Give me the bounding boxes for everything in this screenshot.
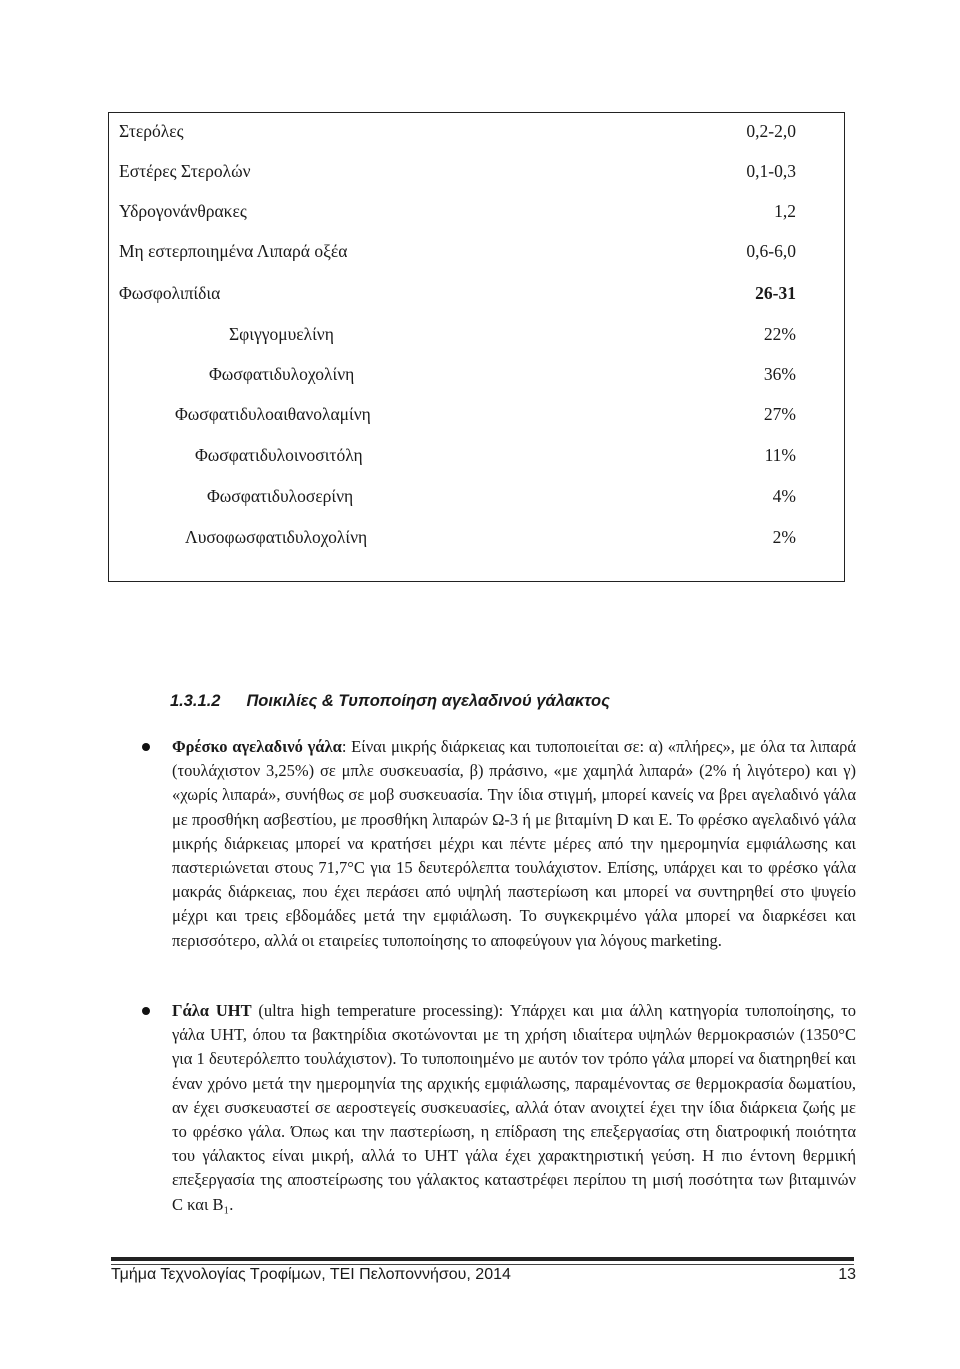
- table-row: [109, 275, 844, 315]
- bullet-term: Γάλα UHT: [172, 1001, 252, 1020]
- row-value: 11%: [764, 445, 796, 465]
- row-label: Στερόλες: [119, 121, 184, 141]
- table-row: [109, 193, 844, 233]
- section-title: Ποικιλίες & Τυποποίηση αγελαδινού γάλακτος: [246, 692, 610, 710]
- row-label: Μη εστερποιημένα Λιπαρά οξέα: [119, 241, 348, 261]
- row-value: 27%: [763, 404, 796, 424]
- table-row: [109, 396, 844, 436]
- row-label: Φωσφολιπίδια: [119, 283, 221, 303]
- table-row: [109, 356, 844, 396]
- row-label: Φωσφατιδυλοσερίνη: [207, 486, 354, 506]
- table-row: [109, 233, 844, 273]
- row-label: Φωσφατιδυλοινοσιτόλη: [195, 445, 363, 465]
- row-value: 2%: [772, 527, 796, 547]
- bullet-uht-milk: [172, 999, 856, 1217]
- row-label: Λυσοφωσφατιδυλοχολίνη: [185, 527, 368, 547]
- row-value: 22%: [763, 324, 796, 344]
- row-value: 4%: [772, 486, 796, 506]
- bullet-fresh-milk: [172, 735, 856, 953]
- page-number: 13: [838, 1266, 856, 1283]
- footer-divider: [111, 1257, 854, 1261]
- table-row: [109, 153, 844, 193]
- row-label: Φωσφατιδυλοχολίνη: [209, 364, 355, 384]
- table-row: [109, 113, 844, 153]
- section-number: 1.3.1.2: [170, 692, 221, 710]
- row-label: Φωσφατιδυλοαιθανολαμίνη: [175, 404, 371, 424]
- bullet-dot: [142, 1007, 150, 1015]
- row-label: Σφιγγομυελίνη: [229, 324, 334, 344]
- table-row: [109, 316, 844, 356]
- footer-divider: [111, 1264, 854, 1265]
- composition-table: [108, 112, 845, 582]
- row-value: 0,6-6,0: [746, 241, 796, 261]
- footer-text: Τμήμα Τεχνολογίας Τροφίμων, ΤΕΙ Πελοποννήσου, 2014: [111, 1266, 511, 1283]
- table-row: [109, 478, 844, 518]
- bullet-text: : Είναι μικρής διάρκειας και τυποποιείται σε: α) «πλήρες», με όλα τα λιπαρά (τουλάχιστον 3,25%) σε μπλε συσκευασία, β) πράσινο, «με χαμηλά λιπαρά» (2% ή λιγότερο) και γ) «χωρίς λιπαρά», συνήθως σε μοβ συσκευασία. Την ίδια στιγμή, μπορεί κανείς να βρει αγελαδινό γάλα με προσθήκη ασβεστίου, με προσθήκη λιπαρών Ω-3 ή με βιταμίνη D και E. Το φρέσκο αγελαδινό γάλα μικρής διάρκειας μπορεί να κρατήσει μέχρι και πέντε μέρες από την ημερομηνία εμφιάλωσης και παστεριώνεται στους 71,7°C για 15 δευτερόλεπτα τουλάχιστον. Επίσης, υπάρχει και το φρέσκο γάλα μακράς διάρκειας, που έχει περάσει από υψηλή παστερίωση και μπορεί να συντηρηθεί στο ψυγείο μέχρι και τρεις εβδομάδες μετά την εμφιάλωση. Το συγκεκριμένο γάλα μπορεί να διαρκέσει και περισσότερο, αλλά οι εταιρείες τυποποίησης το αποφεύγουν για λόγους marketing.: [172, 737, 856, 950]
- row-value: 36%: [763, 364, 796, 384]
- row-value: 26-31: [755, 283, 796, 303]
- table-row: [109, 519, 844, 559]
- row-value: 1,2: [774, 201, 796, 221]
- table-row: [109, 437, 844, 477]
- row-value: 0,2-2,0: [746, 121, 796, 141]
- bullet-term: Φρέσκο αγελαδινό γάλα: [172, 737, 342, 756]
- bullet-dot: [142, 743, 150, 751]
- bullet-text: (ultra high temperature processing): Υπάρχει και μια άλλη κατηγορία τυποποίησης, το γάλα UHT, όπου τα βακτηρίδια σκοτώνονται με τη χρήση ιδιαίτερα υψηλών θερμοκρασιών (1350°C για 1 δευτερόλεπτο τουλάχιστον). Το τυποποιημένο με αυτόν τον τρόπο γάλα μπορεί να διατηρηθεί και έναν χρόνο μετά την ημερομηνία της αρχικής εμφιάλωσης, παραμένοντας σε θερμοκρασία δωματίου, αν έχει συσκευαστεί σε αεροστεγείς συσκευασίες, αλλά όταν ανοιχτεί έχει την ίδια διάρκεια ζωής με το φρέσκο γάλα. Όπως και την παστερίωση, η επίδραση της επεξεργασίας στη διατροφική ποιότητα του γάλακτος είναι μικρή, αλλά το UHT γάλα έχει χαρακτηριστική γεύση. Η πιο έντονη θερμική επεξεργασία της αποστείρωσης του γάλακτος καταστρέφει περίπου τη μισή ποσότητα των βιταμινών C και B₁.: [172, 1001, 856, 1214]
- row-value: 0,1-0,3: [746, 161, 796, 181]
- row-label: Εστέρες Στερολών: [119, 161, 251, 181]
- row-label: Υδρογονάνθρακες: [119, 201, 247, 221]
- section-heading: [170, 692, 610, 711]
